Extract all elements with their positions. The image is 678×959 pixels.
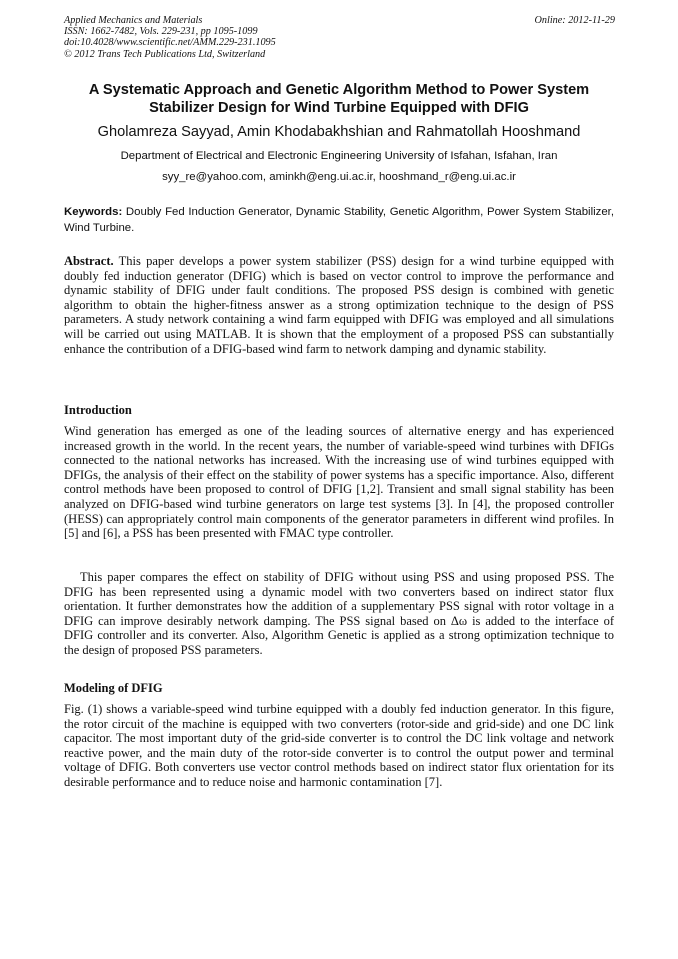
abstract-label: Abstract. (64, 254, 114, 268)
section-heading-modeling: Modeling of DFIG (64, 681, 163, 695)
affiliation: Department of Electrical and Electronic Engineering University of Isfahan, Isfahan, Iran (120, 150, 558, 162)
paper-title: A Systematic Approach and Genetic Algorithm Method to Power System Stabilizer Design for Wind Turbine Equipped with DFIG (88, 82, 590, 116)
author-emails: syy_re@yahoo.com, aminkh@eng.ui.ac.ir, hooshmand_r@eng.ui.ac.ir (162, 171, 516, 183)
intro-paragraph-2: This paper compares the effect on stability of DFIG without using PSS and using proposed PSS. The DFIG has been represented using a dynamic model with two converters based on indirect stator flux orientation. It further demonstrates how the addition of a supplementary PSS signal with rotor voltage in a DFIG can improve desirably network damping. The PSS signal based on Δω is added to the interface of DFIG controller and its converter. Also, Algorithm Genetic is applied as a strong optimization technique to the design of proposed PSS parameters. (64, 570, 614, 657)
keywords (64, 205, 614, 236)
abstract (64, 254, 614, 356)
section-heading-introduction: Introduction (64, 403, 132, 417)
journal-name: Applied Mechanics and Materials (64, 15, 203, 26)
author-list: Gholamreza Sayyad, Amin Khodabakhshian and Rahmatollah Hooshmand (97, 124, 581, 140)
page-header (64, 15, 615, 60)
journal-issn: ISSN: 1662-7482, Vols. 229-231, pp 1095-1099 (64, 26, 258, 38)
intro-paragraph-1: Wind generation has emerged as one of the leading sources of alternative energy and has experienced increased growth in the world. In the recent years, the number of variable-speed wind turbines with DFIGs connected to the national networks has increased. With the increasing use of wind turbines equipped with DFIGs, the analysis of their effect on the stability of power systems has a specific importance. Also, different control methods have been proposed to control of DFIG [1,2]. Transient and small signal stability has been analyzed on DFIG-based wind turbine generators on large test systems [3]. In [4], the proposed controller (HESS) can appropriately control main components of the generator parameters in different wind profiles. In [5] and [6], a PSS has been presented with FMAC type controller. (64, 424, 614, 541)
abstract-text: This paper develops a power system stabilizer (PSS) design for a wind turbine equipped with doubly fed induction generator (DFIG) which is based on vector control to improve the performance and dynamic stability of DFIG under fault conditions. The proposed PSS design is combined with genetic algorithm to obtain the higher-fitness answer as a strong optimization technique to the design of PSS parameters. A study network containing a wind farm equipped with DFIG was employed and all simulations will be carried out using MATLAB. It is shown that the employment of a proposed PSS can substantially enhance the contribution of a DFIG-based wind farm to network damping and dynamic stability. (64, 254, 614, 356)
journal-info (64, 15, 276, 60)
keywords-label: Keywords: (64, 206, 123, 218)
journal-copyright: © 2012 Trans Tech Publications Ltd, Switzerland (64, 48, 266, 60)
keywords-text: Doubly Fed Induction Generator, Dynamic Stability, Genetic Algorithm, Power System Stabilizer, Wind Turbine. (64, 206, 614, 234)
journal-doi: doi:10.4028/www.scientific.net/AMM.229-231.1095 (64, 37, 276, 49)
modeling-paragraph-1: Fig. (1) shows a variable-speed wind turbine equipped with a doubly fed induction generator. In this figure, the rotor circuit of the machine is equipped with two converters (rotor-side and grid-side) and one DC link capacitor. The most important duty of the grid-side converter is to control the DC link voltage and network reactive power, and the main duty of the rotor-side converter is to control the output power and terminal voltage of DFIG. Both converters use vector control methods based on indirect stator flux orientation for its desirable performance and to reduce noise and harmonic contamination [7]. (64, 702, 614, 789)
online-date: Online: 2012-11-29 (534, 15, 615, 26)
